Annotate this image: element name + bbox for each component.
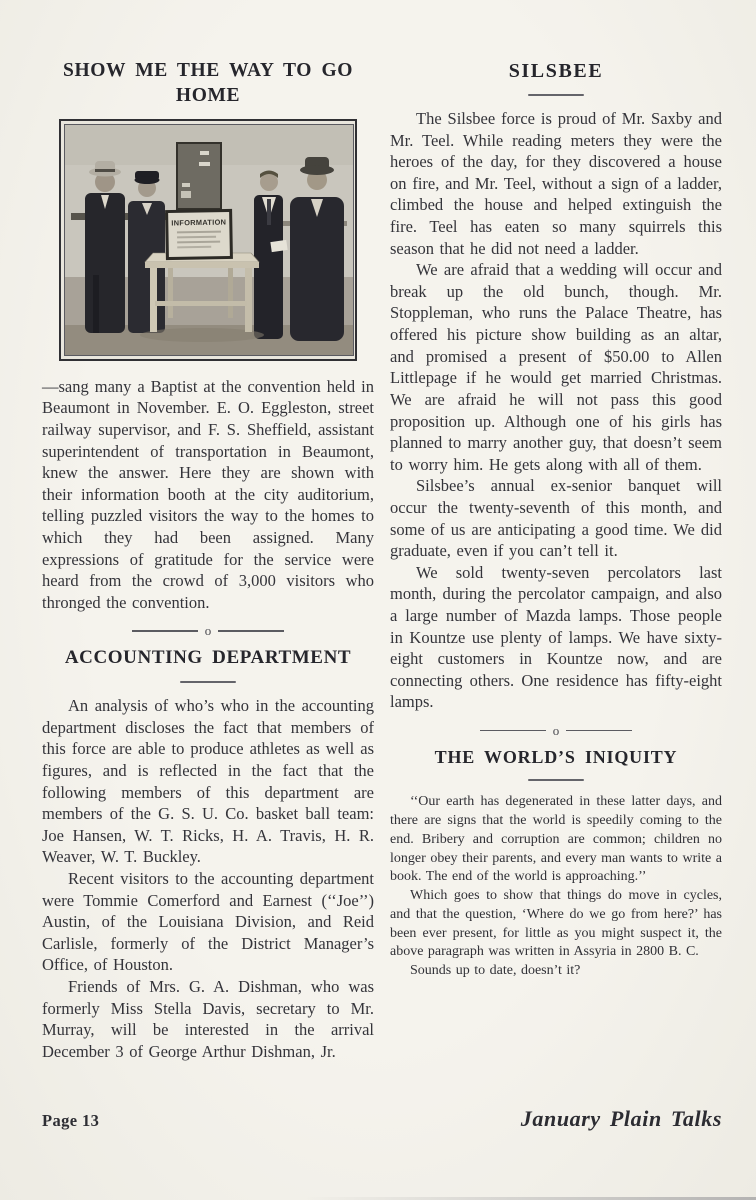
paragraph: —sang many a Baptist at the convention held in Beaumont in November. E. O. Eggleston, street railway supervisor, and F. S. Sheffield, assistant superintendent of transportation in Beaumont, knew the answer. Here they are shown with their information booth at the city auditorium, telling puzzled visitors the way to the homes to which they had been assigned. Many expressions of gratitude for the service were heard from the crowd of 3,000 visitors who thronged the convention. (42, 376, 374, 612)
divider-rule (566, 730, 632, 732)
divider-rule (480, 730, 546, 732)
page-columns (42, 58, 726, 1062)
information-booth-photo (59, 119, 357, 361)
left-column (42, 58, 374, 1062)
paragraph: The Silsbee force is proud of Mr. Saxby and Mr. Teel. While reading meters they were the heroes of the day, for they discovered a house on fire, and Mr. Teel, without a sign of a ladder, climbed the house and helped extinguish the fire. Teel has eaten so many squirrels this season that he did not need a ladder. (390, 109, 722, 258)
title-rule (528, 779, 584, 781)
right-column (390, 58, 722, 1062)
paragraph: We sold twenty-seven percolators last month, during the percolator campaign, and also a large number of Mazda lamps. Those people in Kountze use plenty of lamps. We have sixty-eight customers in Kountze now, and are connecting others. One residence has fifty-eight lamps. (390, 562, 722, 712)
paragraph: Recent visitors to the accounting department were Tommie Comerford and Earnest (‘‘Joe’’) Austin, of the Louisiana Division, and Reid Carlisle, formerly of the District Manager’s Office, of Houston. (42, 868, 374, 975)
article-title-accounting: ACCOUNTING DEPARTMENT (64, 647, 352, 669)
divider-glyph: o (552, 723, 560, 739)
paragraph: Friends of Mrs. G. A. Dishman, who was formerly Miss Stella Davis, secretary to Mr. Murray, will be interested in the arrival December 3 of George Arthur Dishman, Jr. (42, 977, 374, 1061)
paragraph: ‘‘Our earth has degenerated in these latter days, and there are signs that the world is speedily coming to the end. Bribery and corruption are common; children no longer obey their parents, and every man wants to write a book. The end of the world is approaching.’’ (390, 794, 722, 885)
title-rule (180, 681, 236, 683)
article-title-silsbee: SILSBEE (508, 60, 604, 82)
paragraph: Which goes to show that things do move in cycles, and that the question, ‘Where do we go from here?’ has been ever present, for little as you might suspect it, the above paragraph was written in Assyria in 2800 B. C. (390, 888, 722, 960)
information-sign-text: INFORMATION (171, 217, 227, 228)
photo-illustration (64, 124, 354, 356)
section-divider (390, 724, 722, 737)
divider-rule (218, 630, 284, 632)
divider-glyph: o (204, 623, 212, 639)
section-divider (42, 624, 374, 637)
magazine-title: January Plain Talks (520, 1106, 722, 1131)
article-title-worlds-iniquity: THE WORLD’S INIQUITY (434, 747, 678, 768)
paragraph: Silsbee’s annual ex-senior banquet will occur the twenty-seventh of this month, and some of us are anticipating a good time. We did graduate, even if you can’t tell it. (390, 476, 722, 561)
article-title-show-me: SHOW ME THE WAY TO GO HOME (63, 60, 353, 107)
paragraph: An analysis of who’s who in the accounting department discloses the fact that members of this force are able to produce athletes as well as figures, and is reflected in the fact that the following members of this department are members of the G. S. U. Co. basket ball team: Joe Hansen, W. T. Ricks, H. A. Travis, H. R. Weaver, W. T. Buckley. (42, 696, 374, 867)
title-rule (528, 94, 584, 96)
paragraph: We are afraid that a wedding will occur and break up the old bunch, though. Mr. Stoppleman, who runs the Palace Theatre, has offered his picture show building as an altar, and promised a present of $50.00 to Allen Littlepage if he would get married Christmas. We are afraid he will not pass this good proposition up. Although one of his girls has planned to marry another guy, that doesn’t seem to worry him. He gets along with all of them. (390, 260, 722, 474)
page-number: Page 13 (42, 1111, 100, 1130)
paragraph: Sounds up to date, doesn’t it? (410, 963, 581, 979)
page-footer (42, 1106, 722, 1132)
divider-rule (132, 630, 198, 632)
